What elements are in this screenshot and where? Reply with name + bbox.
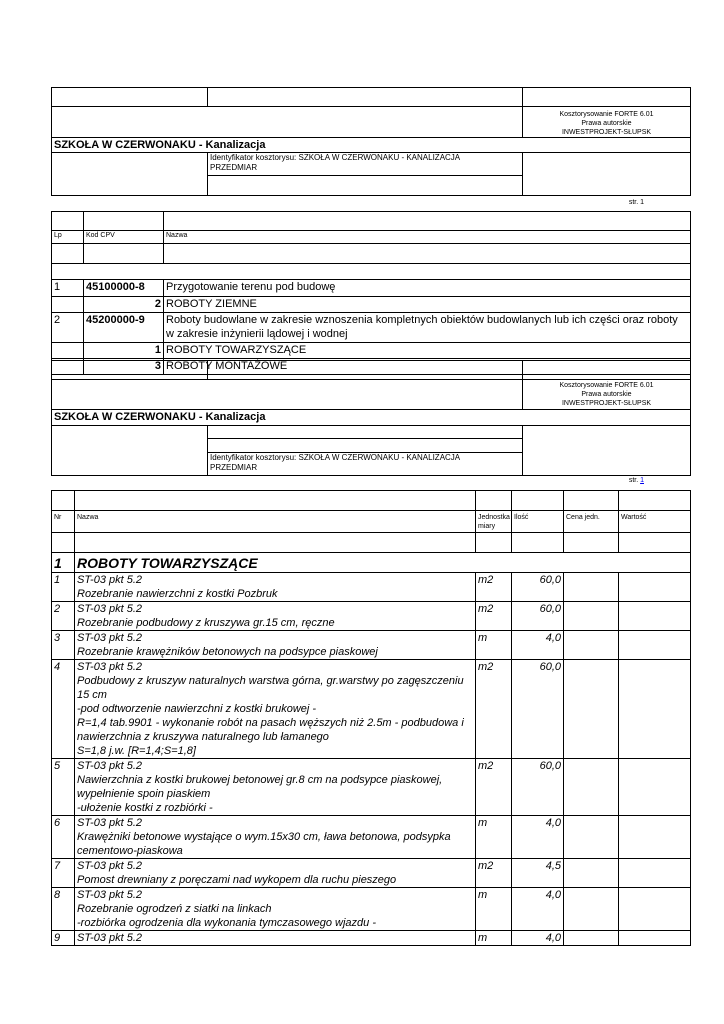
- item-qty: 60,0: [512, 660, 564, 759]
- item-value: [619, 660, 691, 759]
- estimate-title: SZKOŁA W CZERWONAKU - Kanalizacja: [52, 410, 691, 426]
- item-value: [619, 759, 691, 816]
- item-desc: ST-03 pkt 5.2 Rozebranie ogrodzeń z siatki na linkach -rozbiórka ogrodzenia dla wykonania tymczasowego wjazdu -: [75, 888, 476, 931]
- item-nr: 4: [52, 660, 75, 759]
- header-empty-cell: [52, 426, 208, 476]
- items-empty-cell: [564, 491, 619, 511]
- cpv-empty-cell: [164, 244, 691, 264]
- item-price: [564, 573, 619, 602]
- cpv-lp: [52, 343, 84, 359]
- estimate-title: SZKOŁA W CZERWONAKU - Kanalizacja: [52, 138, 691, 153]
- cpv-code: 3: [84, 359, 164, 375]
- item-desc: ST-03 pkt 5.2 Pomost drewniany z poręczami nad wykopem dla ruchu pieszego: [75, 859, 476, 888]
- col-header-kod: Kod CPV: [84, 231, 164, 244]
- col-header-jm: Jednostka miary: [476, 511, 512, 533]
- header-empty-cell: [523, 426, 691, 476]
- header-empty-cell: [208, 88, 523, 107]
- cpv-code: 45100000-8: [84, 280, 164, 297]
- item-price: [564, 660, 619, 759]
- header-empty-cell: [523, 88, 691, 107]
- item-unit: m: [476, 931, 512, 946]
- cpv-name: ROBOTY ZIEMNE: [164, 297, 691, 313]
- items-empty-cell: [512, 491, 564, 511]
- item-nr: 5: [52, 759, 75, 816]
- item-unit: m2: [476, 759, 512, 816]
- item-unit: m: [476, 816, 512, 859]
- item-value: [619, 888, 691, 931]
- cpv-lp: [52, 297, 84, 313]
- item-price: [564, 931, 619, 946]
- header-empty-cell: [52, 380, 523, 410]
- estimate-identifier: Identyfikator kosztorysu: SZKOŁA W CZERWONAKU - KANALIZACJA PRZEDMIAR: [208, 453, 523, 476]
- cpv-name: ROBOTY TOWARZYSZĄCE: [164, 343, 691, 359]
- item-row: [52, 631, 691, 660]
- cpv-code: 2: [84, 297, 164, 313]
- items-empty-cell: [619, 533, 691, 553]
- item-desc: ST-03 pkt 5.2 Rozebranie nawierzchni z kostki Pozbruk: [75, 573, 476, 602]
- item-price: [564, 602, 619, 631]
- item-desc: ST-03 pkt 5.2 Podbudowy z kruszyw naturalnych warstwa górna, gr.warstwy po zagęszczeniu 15 cm -pod odtworzenie nawierzchni z kostki brukowej - R=1,4 tab.9901 - wykonanie robót na pasach węższych niż 2.5m - podbudowa i nawierzchnia z kruszywa naturalnego lub łamanego S=1,8 j.w. [R=1,4;S=1,8]: [75, 660, 476, 759]
- items-empty-cell: [52, 533, 75, 553]
- col-header-nazwa: Nazwa: [164, 231, 691, 244]
- software-info: Kosztorysowanie FORTE 6.01 Prawa autorskie INWESTPROJEKT-SŁUPSK: [523, 380, 691, 410]
- header-empty-cell: [523, 153, 691, 196]
- item-nr: 7: [52, 859, 75, 888]
- item-qty: 60,0: [512, 602, 564, 631]
- header-empty-cell: [52, 153, 208, 196]
- section-nr: 1: [52, 553, 75, 573]
- items-table: [51, 490, 691, 946]
- item-qty: 4,5: [512, 859, 564, 888]
- item-price: [564, 888, 619, 931]
- estimate-identifier: Identyfikator kosztorysu: SZKOŁA W CZERWONAKU - KANALIZACJA PRZEDMIAR: [208, 153, 523, 176]
- header-empty-cell: [52, 361, 208, 380]
- item-value: [619, 816, 691, 859]
- item-qty: 4,0: [512, 931, 564, 946]
- item-qty: 4,0: [512, 888, 564, 931]
- item-unit: m2: [476, 859, 512, 888]
- cpv-empty-cell: [52, 264, 691, 280]
- item-nr: 6: [52, 816, 75, 859]
- col-header-nr: Nr: [52, 511, 75, 533]
- page-link[interactable]: 1: [640, 477, 644, 484]
- item-row: [52, 759, 691, 816]
- header-empty-cell: [52, 88, 208, 107]
- cpv-row: [52, 297, 691, 313]
- item-unit: m2: [476, 573, 512, 602]
- cpv-empty-cell: [52, 212, 84, 231]
- item-nr: 3: [52, 631, 75, 660]
- items-empty-cell: [512, 533, 564, 553]
- items-empty-cell: [476, 533, 512, 553]
- items-empty-cell: [75, 533, 476, 553]
- item-nr: 9: [52, 931, 75, 946]
- item-unit: m2: [476, 602, 512, 631]
- item-nr: 2: [52, 602, 75, 631]
- header-empty-cell: [523, 361, 691, 380]
- cpv-empty-cell: [84, 244, 164, 264]
- header-block-1: [51, 87, 691, 196]
- item-desc: ST-03 pkt 5.2 Rozebranie podbudowy z kruszywa gr.15 cm, ręczne: [75, 602, 476, 631]
- header-empty-cell: [208, 176, 523, 196]
- item-row: [52, 931, 691, 946]
- cpv-row: [52, 343, 691, 359]
- header-empty-cell: [208, 426, 523, 439]
- item-qty: 4,0: [512, 631, 564, 660]
- item-row: [52, 816, 691, 859]
- cpv-lp: 1: [52, 280, 84, 297]
- cpv-row: [52, 280, 691, 297]
- cpv-empty-cell: [164, 212, 691, 231]
- header-empty-cell: [52, 107, 523, 138]
- col-header-lp: Lp: [52, 231, 84, 244]
- item-value: [619, 931, 691, 946]
- cpv-code: 1: [84, 343, 164, 359]
- item-desc: ST-03 pkt 5.2 Rozebranie krawężników betonowych na podsypce piaskowej: [75, 631, 476, 660]
- page-number: str. 1: [628, 477, 644, 484]
- cpv-code: 45200000-9: [84, 313, 164, 343]
- item-value: [619, 602, 691, 631]
- items-empty-cell: [52, 491, 75, 511]
- item-price: [564, 816, 619, 859]
- item-desc: ST-03 pkt 5.2 Krawężniki betonowe wystające o wym.15x30 cm, ława betonowa, podsypka cementowo-piaskowa: [75, 816, 476, 859]
- item-nr: 1: [52, 573, 75, 602]
- cpv-empty-cell: [84, 212, 164, 231]
- item-row: [52, 602, 691, 631]
- item-desc: ST-03 pkt 5.2 Nawierzchnia z kostki brukowej betonowej gr.8 cm na podsypce piaskowej, wypełnienie spoin piaskiem -ułożenie kostki z rozbiórki -: [75, 759, 476, 816]
- item-unit: m: [476, 631, 512, 660]
- item-row: [52, 660, 691, 759]
- header-empty-cell: [208, 361, 523, 380]
- items-empty-cell: [75, 491, 476, 511]
- col-header-ilosc: Ilość: [512, 511, 564, 533]
- col-header-cena: Cena jedn.: [564, 511, 619, 533]
- item-desc: ST-03 pkt 5.2: [75, 931, 476, 946]
- col-header-nazwa: Nazwa: [75, 511, 476, 533]
- cpv-name: Przygotowanie terenu pod budowę: [164, 280, 691, 297]
- header-block-2: [51, 360, 691, 476]
- item-price: [564, 759, 619, 816]
- item-qty: 60,0: [512, 573, 564, 602]
- section-row: [52, 553, 691, 573]
- items-empty-cell: [619, 491, 691, 511]
- col-header-wartosc: Wartość: [619, 511, 691, 533]
- item-price: [564, 859, 619, 888]
- software-info: Kosztorysowanie FORTE 6.01 Prawa autorskie INWESTPROJEKT-SŁUPSK: [523, 107, 691, 138]
- page-number: str. 1: [628, 199, 644, 206]
- item-row: [52, 573, 691, 602]
- items-empty-cell: [476, 491, 512, 511]
- item-value: [619, 573, 691, 602]
- cpv-name: ROBOTY MONTAŻOWE: [164, 359, 691, 375]
- item-price: [564, 631, 619, 660]
- item-nr: 8: [52, 888, 75, 931]
- cpv-lp: 2: [52, 313, 84, 343]
- item-qty: 4,0: [512, 816, 564, 859]
- cpv-empty-cell: [52, 244, 84, 264]
- item-qty: 60,0: [512, 759, 564, 816]
- header-empty-cell: [208, 439, 523, 453]
- item-row: [52, 888, 691, 931]
- item-value: [619, 631, 691, 660]
- section-title: ROBOTY TOWARZYSZĄCE: [75, 553, 691, 573]
- cpv-name: Roboty budowlane w zakresie wznoszenia kompletnych obiektów budowlanych lub ich części oraz roboty w zakresie inżynierii lądowej i wodnej: [164, 313, 691, 343]
- items-empty-cell: [564, 533, 619, 553]
- cpv-table: [51, 211, 691, 375]
- item-value: [619, 859, 691, 888]
- item-unit: m2: [476, 660, 512, 759]
- item-unit: m: [476, 888, 512, 931]
- cpv-row: [52, 313, 691, 343]
- item-row: [52, 859, 691, 888]
